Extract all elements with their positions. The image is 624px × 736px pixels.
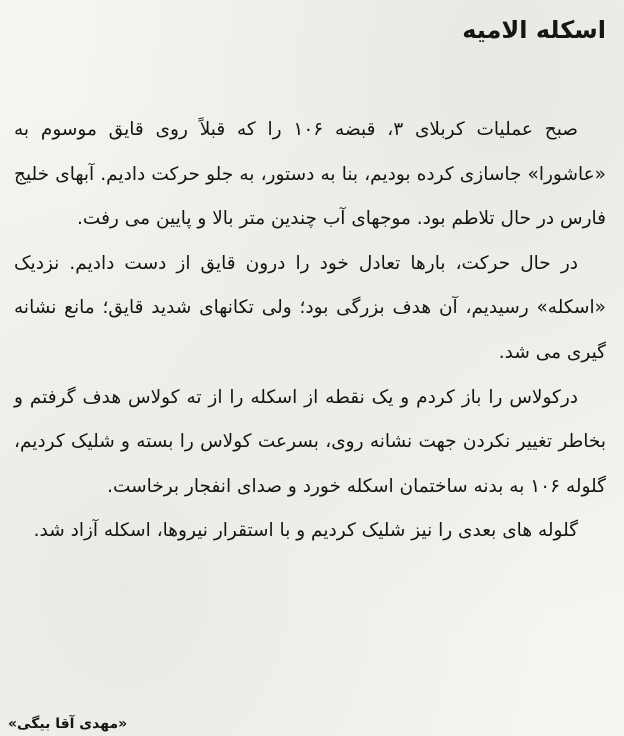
page-title: اسکله الامیه [462, 16, 606, 44]
paragraph-4: گلوله های بعدی را نیز شلیک کردیم و با استقرار نیروها، اسکله آزاد شد. [33, 520, 578, 542]
article-body [14, 108, 606, 554]
paragraph-1: صبح عملیات کربلای ۳، قبضه ۱۰۶ را که قبلاً روی قایق موسوم به «عاشورا» جاسازی کرده بودیم، بنا به دستور، به جلو حرکت دادیم. آبهای خلیج فارس در حال تلاطم بود. موجهای آب چندین متر بالا و پایین می رفت. [14, 119, 606, 230]
paragraph-3: درکولاس را باز کردم و یک نقطه از اسکله را از ته کولاس هدف گرفتم و بخاطر تغییر نکردن جهت نشانه روی، بسرعت کولاس را بسته و شلیک کردیم، گلوله ۱۰۶ به بدنه ساختمان اسکله خورد و صدای انفجار برخاست. [14, 386, 606, 497]
author-signature: «مهدی آقا بیگی» [8, 716, 128, 732]
paragraph-2: در حال حرکت، بارها تعادل خود را درون قایق از دست دادیم. نزدیک «اسکله» رسیدیم، آن هدف بزرگی بود؛ ولی تکانهای شدید قایق؛ مانع نشانه گیری می شد. [14, 252, 606, 363]
